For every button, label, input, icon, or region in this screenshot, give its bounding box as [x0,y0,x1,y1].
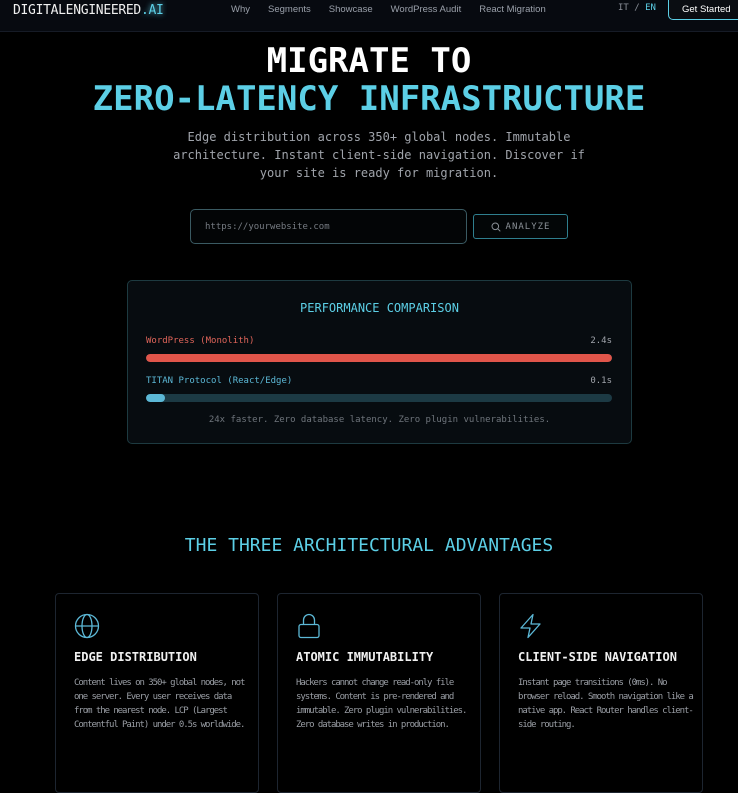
titan-bar [146,394,612,402]
titan-bar-fill [146,394,165,402]
website-url-input[interactable] [190,209,467,244]
titan-value: 0.1s [590,376,612,386]
logo[interactable] [13,3,164,18]
wordpress-label: WordPress (Monolith) [146,336,255,346]
section-title: THE THREE ARCHITECTURAL ADVANTAGES [184,535,554,556]
card-atomic-immutability [277,593,481,793]
wordpress-bar-fill [146,354,612,362]
wordpress-bar [146,354,612,362]
hero-title-line2: ZERO-LATENCY INFRASTRUCTURE [92,79,646,119]
lock-icon [296,613,322,639]
nav-links [231,4,546,15]
nav-link-wordpress-audit[interactable]: WordPress Audit [390,4,462,15]
nav-link-showcase[interactable]: Showcase [328,4,373,15]
search-icon [491,222,501,232]
titan-label: TITAN Protocol (React/Edge) [146,376,293,386]
hero-title-line1: MIGRATE TO [266,41,472,81]
logo-text: DIGITALENGINEERED [13,3,141,18]
nav-link-why[interactable]: Why [231,4,250,15]
lang-separator: / [634,3,640,13]
hero-title [0,42,738,118]
lang-en[interactable]: EN [645,3,656,13]
language-switcher [618,3,656,13]
card-body: Instant page transitions (0ms). No browser reload. Smooth navigation like a native app. React Router handles client-side routing. [518,678,693,730]
get-started-button[interactable]: Get Started [668,0,738,20]
card-body: Hackers cannot change read-only file systems. Content is pre-rendered and immutable. Zero plugin vulnerabilities. Zero database writes in production. [296,678,467,730]
top-nav [0,0,738,32]
logo-suffix: .AI [140,3,164,18]
nav-link-segments[interactable]: Segments [268,4,311,15]
performance-comparison-panel [127,280,632,444]
card-edge-distribution [55,593,259,793]
panel-title: PERFORMANCE COMPARISON [300,301,459,315]
card-client-side-navigation [499,593,703,793]
card-title: EDGE DISTRIBUTION [74,650,197,664]
globe-icon [74,613,100,639]
lightning-icon [518,613,544,639]
card-body: Content lives on 350+ global nodes, not one server. Every user receives data from the nearest node. LCP (Largest Contentful Paint) under 0.5s worldwide. [74,678,245,730]
wordpress-value: 2.4s [590,336,612,346]
analyze-label: ANALYZE [505,221,551,232]
card-title: ATOMIC IMMUTABILITY [296,650,434,664]
card-title: CLIENT-SIDE NAVIGATION [518,650,677,664]
nav-link-react-migration[interactable]: React Migration [479,4,546,15]
panel-footer: 24x faster. Zero database latency. Zero plugin vulnerabilities. [208,415,551,425]
analyze-button[interactable] [473,214,568,239]
hero-subtitle: Edge distribution across 350+ global nodes. Immutable architecture. Instant client-side navigation. Discover if your site is ready for migration. [173,130,585,180]
lang-it[interactable]: IT [618,3,629,13]
